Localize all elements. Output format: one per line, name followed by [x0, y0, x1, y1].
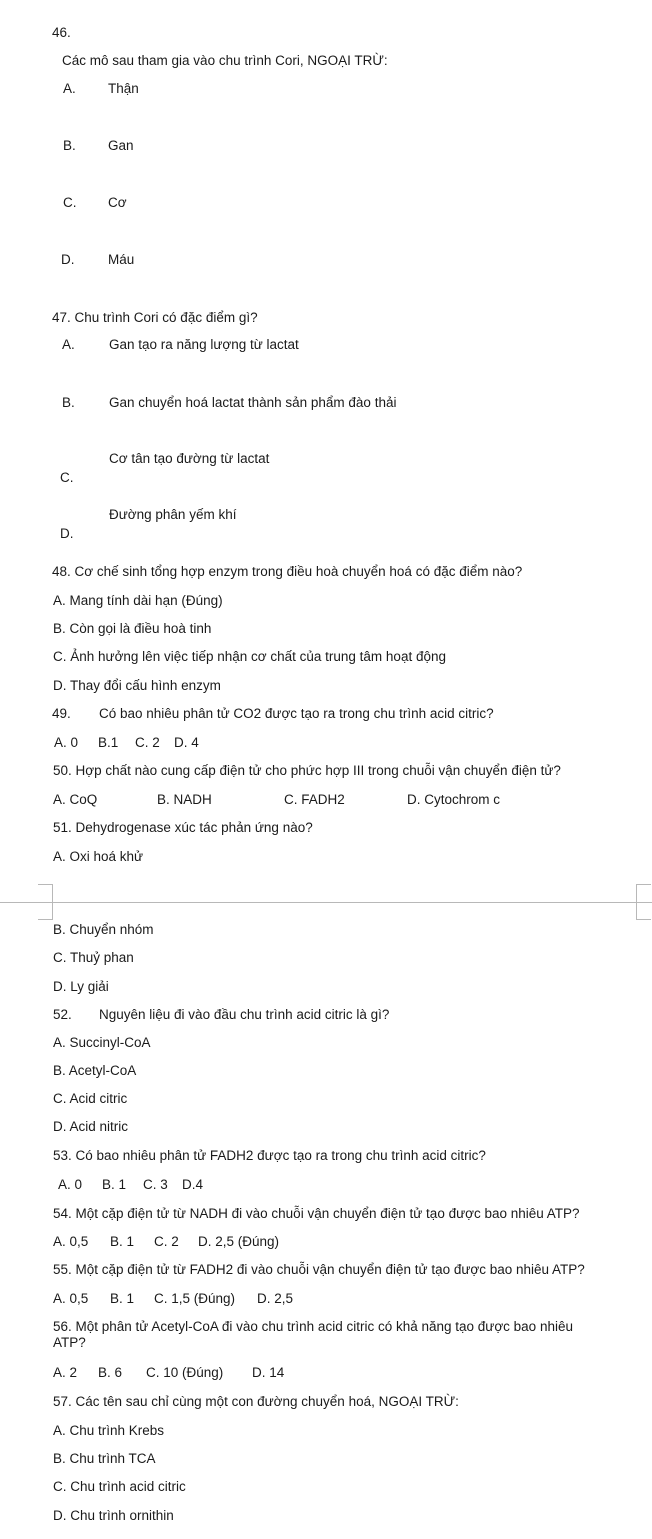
q46-option-d-text: Máu — [108, 252, 135, 267]
q54-text: 54. Một cặp điện tử từ NADH đi vào chuỗi vận chuyển điện tử tạo được bao nhiêu ATP? — [53, 1206, 580, 1221]
q46-text: Các mô sau tham gia vào chu trình Cori, NGOẠI TRỪ: — [62, 53, 388, 68]
q50-option-b: B. NADH — [157, 792, 212, 807]
q50-text: 50. Hợp chất nào cung cấp điện tử cho phức hợp III trong chuỗi vận chuyển điện tử? — [53, 763, 561, 778]
q51-option-b: B. Chuyển nhóm — [53, 922, 154, 937]
q57-text: 57. Các tên sau chỉ cùng một con đường chuyển hoá, NGOẠI TRỪ: — [53, 1394, 459, 1409]
q50-option-a: A. CoQ — [53, 792, 98, 807]
q48-option-a: A. Mang tính dài hạn (Đúng) — [53, 593, 223, 608]
q46-option-a-letter: A. — [63, 81, 76, 96]
q56-option-c: C. 10 (Đúng) — [146, 1365, 224, 1380]
q47-option-b-letter: B. — [62, 395, 75, 410]
q52-option-a: A. Succinyl-CoA — [53, 1035, 151, 1050]
q47-option-d-letter: D. — [60, 526, 74, 541]
q50-option-d: D. Cytochrom c — [407, 792, 501, 807]
q56-option-a: A. 2 — [53, 1365, 78, 1380]
q49-option-b: B.1 — [98, 735, 119, 750]
q56-text-line1: 56. Một phân tử Acetyl-CoA đi vào chu trình acid citric có khả năng tạo được bao nhiêu — [53, 1319, 573, 1334]
q49-number: 49. — [52, 706, 71, 721]
q51-option-a: A. Oxi hoá khử — [53, 849, 144, 864]
q57-option-a: A. Chu trình Krebs — [53, 1423, 165, 1438]
q55-option-a: A. 0,5 — [53, 1291, 89, 1306]
q47-option-b-text: Gan chuyển hoá lactat thành sản phẩm đào thải — [109, 395, 397, 410]
q46-option-c-letter: C. — [63, 195, 77, 210]
q46-option-d-letter: D. — [61, 252, 75, 267]
q52-option-b: B. Acetyl-CoA — [53, 1063, 137, 1078]
q47-option-c-letter: C. — [60, 470, 74, 485]
q48-option-b: B. Còn gọi là điều hoà tinh — [53, 621, 212, 636]
q53-text: 53. Có bao nhiêu phân tử FADH2 được tạo ra trong chu trình acid citric? — [53, 1148, 486, 1163]
q55-text: 55. Một cặp điện tử từ FADH2 đi vào chuỗi vận chuyển điện tử tạo được bao nhiêu ATP? — [53, 1262, 585, 1277]
page-break-right-corner — [636, 884, 651, 920]
q46-option-c-text: Cơ — [108, 195, 127, 210]
q57-option-b: B. Chu trình TCA — [53, 1451, 156, 1466]
q49-option-c: C. 2 — [135, 735, 160, 750]
q55-option-d: D. 2,5 — [257, 1291, 294, 1306]
q52-option-d: D. Acid nitric — [53, 1119, 129, 1134]
q46-option-b-text: Gan — [108, 138, 134, 153]
page-break-divider — [0, 902, 652, 903]
q46-option-a-text: Thận — [108, 81, 139, 96]
q48-option-c: C. Ảnh hưởng lên việc tiếp nhận cơ chất của trung tâm hoạt động — [53, 649, 446, 664]
q49-option-d: D. 4 — [174, 735, 199, 750]
q52-number: 52. — [53, 1007, 72, 1022]
q56-text-line2: ATP? — [53, 1335, 86, 1350]
q55-option-c: C. 1,5 (Đúng) — [154, 1291, 236, 1306]
q54-option-a: A. 0,5 — [53, 1234, 89, 1249]
q46-option-b-letter: B. — [63, 138, 76, 153]
q50-option-c: C. FADH2 — [284, 792, 345, 807]
q53-option-a: A. 0 — [58, 1177, 83, 1192]
q51-option-c: C. Thuỷ phan — [53, 950, 134, 965]
q53-option-c: C. 3 — [143, 1177, 168, 1192]
q47-option-d-text: Đường phân yếm khí — [109, 507, 237, 522]
q49-text: Có bao nhiêu phân tử CO2 được tạo ra trong chu trình acid citric? — [99, 706, 494, 721]
q47-option-a-letter: A. — [62, 337, 75, 352]
q49-option-a: A. 0 — [54, 735, 79, 750]
q57-option-c: C. Chu trình acid citric — [53, 1479, 186, 1494]
q54-option-c: C. 2 — [154, 1234, 179, 1249]
q48-option-d: D. Thay đổi cấu hình enzym — [53, 678, 221, 693]
q46-number: 46. — [52, 25, 71, 40]
q52-text: Nguyên liệu đi vào đầu chu trình acid citric là gì? — [99, 1007, 390, 1022]
q56-option-b: B. 6 — [98, 1365, 123, 1380]
q53-option-d: D.4 — [182, 1177, 204, 1192]
q51-option-d: D. Ly giải — [53, 979, 109, 994]
q47-option-c-text: Cơ tân tạo đường từ lactat — [109, 451, 270, 466]
q56-option-d: D. 14 — [252, 1365, 285, 1380]
q57-option-d: D. Chu trình ornithin — [53, 1508, 174, 1523]
q47-text: 47. Chu trình Cori có đặc điểm gì? — [52, 310, 258, 325]
q55-option-b: B. 1 — [110, 1291, 135, 1306]
q53-option-b: B. 1 — [102, 1177, 127, 1192]
q54-option-b: B. 1 — [110, 1234, 135, 1249]
q48-text: 48. Cơ chế sinh tổng hợp enzym trong điều hoà chuyển hoá có đặc điểm nào? — [52, 564, 523, 579]
q52-option-c: C. Acid citric — [53, 1091, 128, 1106]
q51-text: 51. Dehydrogenase xúc tác phản ứng nào? — [53, 820, 313, 835]
q47-option-a-text: Gan tạo ra năng lượng từ lactat — [109, 337, 299, 352]
q54-option-d: D. 2,5 (Đúng) — [198, 1234, 280, 1249]
